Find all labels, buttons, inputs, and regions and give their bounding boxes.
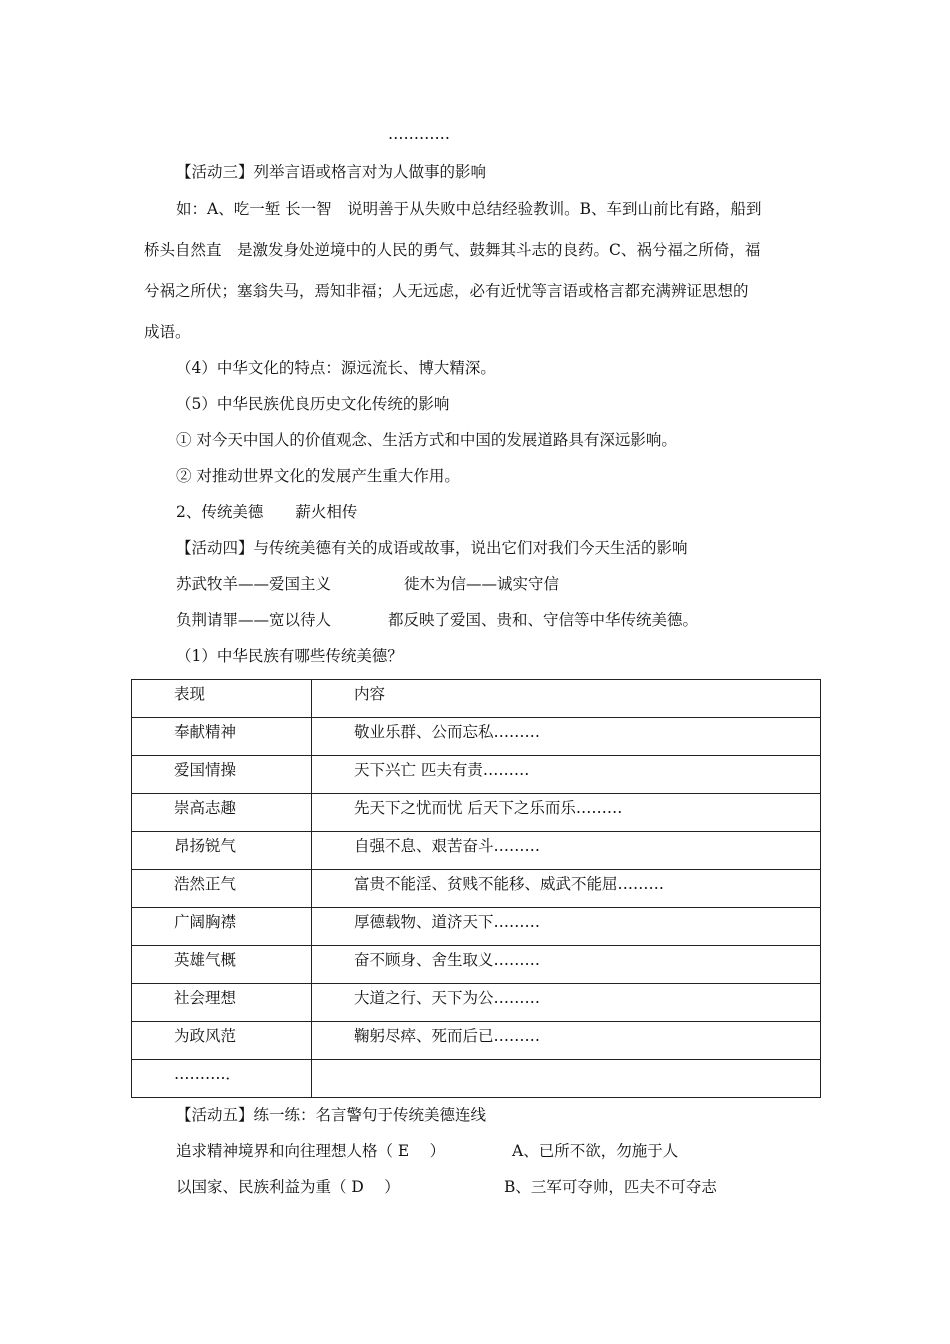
- virtue-content: 厚德载物、道济天下………: [312, 908, 821, 946]
- table-row: [132, 1060, 821, 1098]
- section-2-title: 薪火相传: [295, 503, 358, 521]
- activity4-summary: 都反映了爱国、贵和、守信等中华传统美德。: [388, 611, 699, 629]
- table-row: [132, 794, 821, 832]
- virtue-name: 奉献精神: [132, 718, 312, 756]
- virtue-content: 先天下之忧而忧 后天下之乐而乐………: [312, 794, 821, 832]
- activity4-example-2a: 负荆请罪——宽以待人: [176, 611, 332, 629]
- virtue-name: 广阔胸襟: [132, 908, 312, 946]
- activity3-heading: 【活动三】列举言语或格言对为人做事的影响: [176, 163, 487, 181]
- table-row: [132, 832, 821, 870]
- table-row: [132, 984, 821, 1022]
- virtue-content: 大道之行、天下为公………: [312, 984, 821, 1022]
- virtue-content: 天下兴亡 匹夫有责………: [312, 756, 821, 794]
- virtue-content: 富贵不能淫、贫贱不能移、威武不能屈………: [312, 870, 821, 908]
- question-1: （1）中华民族有哪些传统美德？: [176, 647, 403, 665]
- table-header-cell: 表现: [132, 680, 312, 718]
- activity5-item-1-right: A、已所不欲，勿施于人: [512, 1142, 679, 1160]
- virtue-content: [312, 1060, 821, 1098]
- activity3-line-2: 桥头自然直 是激发身处逆境中的人民的勇气、鼓舞其斗志的良药。C、祸兮福之所倚，福: [144, 241, 761, 259]
- top-ellipsis: …………: [388, 125, 450, 143]
- table-header-row: [132, 680, 821, 718]
- virtue-name: 英雄气概: [132, 946, 312, 984]
- activity3-line-3: 兮祸之所伏；塞翁失马，焉知非福；人无远虑，必有近忧等言语或格言都充满辨证思想的: [144, 282, 749, 300]
- table-row: [132, 946, 821, 984]
- virtue-name: 社会理想: [132, 984, 312, 1022]
- virtue-content: 鞠躬尽瘁、死而后已………: [312, 1022, 821, 1060]
- point-5-influence: （5）中华民族优良历史文化传统的影响: [176, 395, 450, 413]
- activity5-item-2-left: 以国家、民族利益为重（ D ）: [176, 1178, 400, 1196]
- virtue-content: 自强不息、艰苦奋斗………: [312, 832, 821, 870]
- point-4-features: （4）中华文化的特点：源远流长、博大精深。: [176, 359, 496, 377]
- virtue-content: 敬业乐群、公而忘私………: [312, 718, 821, 756]
- section-2-number: 2、传统美德: [176, 503, 264, 521]
- activity5-item-2-right: B、三军可夺帅，匹夫不可夺志: [504, 1178, 717, 1196]
- table-row: [132, 718, 821, 756]
- activity4-heading: 【活动四】与传统美德有关的成语或故事，说出它们对我们今天生活的影响: [176, 539, 688, 557]
- virtue-name: 为政风范: [132, 1022, 312, 1060]
- table-row: [132, 908, 821, 946]
- virtue-name: 浩然正气: [132, 870, 312, 908]
- virtues-table: [131, 679, 821, 1098]
- virtue-name: 爱国情操: [132, 756, 312, 794]
- activity5-heading: 【活动五】练一练：名言警句于传统美德连线: [176, 1106, 487, 1124]
- influence-item-1: ① 对今天中国人的价值观念、生活方式和中国的发展道路具有深远影响。: [176, 431, 677, 449]
- virtue-content: 奋不顾身、舍生取义………: [312, 946, 821, 984]
- section-2-heading: [176, 502, 357, 522]
- activity3-line-1: 如：A、吃一堑 长一智 说明善于从失败中总结经验教训。B、车到山前比有路，船到: [176, 200, 762, 218]
- table-header-cell: 内容: [312, 680, 821, 718]
- table-row: [132, 1022, 821, 1060]
- virtue-name: 崇高志趣: [132, 794, 312, 832]
- table-row: [132, 870, 821, 908]
- virtue-name: ……….．: [132, 1060, 312, 1098]
- table-row: [132, 756, 821, 794]
- virtue-name: 昂扬锐气: [132, 832, 312, 870]
- activity5-item-1-left: 追求精神境界和向往理想人格（ E ）: [176, 1142, 446, 1160]
- influence-item-2: ② 对推动世界文化的发展产生重大作用。: [176, 467, 460, 485]
- activity4-example-1b: 徙木为信——诚实守信: [404, 575, 560, 593]
- activity3-line-4: 成语。: [144, 323, 191, 341]
- activity4-example-1a: 苏武牧羊——爱国主义: [176, 575, 332, 593]
